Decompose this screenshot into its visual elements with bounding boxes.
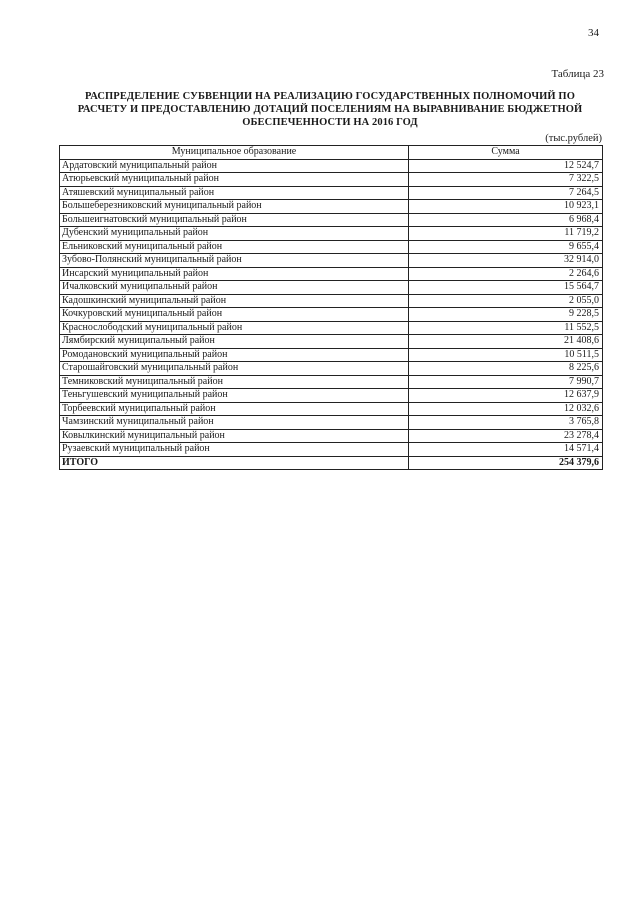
municipality-name: Ковылкинский муниципальный район: [60, 429, 409, 443]
subsidy-sum: 7 264,5: [409, 186, 603, 200]
municipality-name: Темниковский муниципальный район: [60, 375, 409, 389]
title-line-3: ОБЕСПЕЧЕННОСТИ НА 2016 ГОД: [242, 117, 418, 128]
table-row: [60, 429, 603, 443]
table-row: [60, 186, 603, 200]
subsidy-sum: 10 923,1: [409, 200, 603, 214]
subsidy-sum: 11 552,5: [409, 321, 603, 335]
table-row: [60, 416, 603, 430]
municipality-name: Ромодановский муниципальный район: [60, 348, 409, 362]
subsidy-sum: 3 765,8: [409, 416, 603, 430]
subsidy-sum: 11 719,2: [409, 227, 603, 241]
table-row: [60, 335, 603, 349]
subsidy-sum: 15 564,7: [409, 281, 603, 295]
table-row: [60, 281, 603, 295]
title-line-2: РАСЧЕТУ И ПРЕДОСТАВЛЕНИЮ ДОТАЦИЙ ПОСЕЛЕНИЯМ НА ВЫРАВНИВАНИЕ БЮДЖЕТНОЙ: [77, 104, 583, 115]
table-row: [60, 159, 603, 173]
subsidy-sum: 21 408,6: [409, 335, 603, 349]
table-header-row: [60, 146, 603, 160]
municipality-name: Рузаевский муниципальный район: [60, 443, 409, 457]
subsidy-sum: 32 914,0: [409, 254, 603, 268]
subsidy-sum: 10 511,5: [409, 348, 603, 362]
table-row: [60, 267, 603, 281]
subsidy-sum: 6 968,4: [409, 213, 603, 227]
municipality-name: Ичалковский муниципальный район: [60, 281, 409, 295]
municipality-name: Дубенский муниципальный район: [60, 227, 409, 241]
table-row: [60, 389, 603, 403]
municipality-name: Зубово-Полянский муниципальный район: [60, 254, 409, 268]
municipality-name: Большеигнатовский муниципальный район: [60, 213, 409, 227]
subsidy-sum: 9 228,5: [409, 308, 603, 322]
municipality-name: Атяшевский муниципальный район: [60, 186, 409, 200]
subsidy-sum: 2 055,0: [409, 294, 603, 308]
table-row: [60, 173, 603, 187]
municipality-name: Торбеевский муниципальный район: [60, 402, 409, 416]
municipality-name: Кочкуровский муниципальный район: [60, 308, 409, 322]
table-row: [60, 240, 603, 254]
municipality-name: Атюрьевский муниципальный район: [60, 173, 409, 187]
municipality-name: Теньгушевский муниципальный район: [60, 389, 409, 403]
table-row: [60, 254, 603, 268]
units-label: (тыс.рублей): [545, 133, 602, 144]
subsidy-sum: 12 524,7: [409, 159, 603, 173]
municipality-name: Краснослободский муниципальный район: [60, 321, 409, 335]
table-row: [60, 227, 603, 241]
subsidy-sum: 7 990,7: [409, 375, 603, 389]
header-sum: Сумма: [409, 146, 603, 160]
page-number: 34: [588, 27, 599, 39]
total-row: [60, 456, 603, 470]
table-row: [60, 321, 603, 335]
subsidy-sum: 14 571,4: [409, 443, 603, 457]
table-row: [60, 443, 603, 457]
table-row: [60, 294, 603, 308]
title-line-1: РАСПРЕДЕЛЕНИЕ СУБВЕНЦИИ НА РЕАЛИЗАЦИЮ ГОСУДАРСТВЕННЫХ ПОЛНОМОЧИЙ ПО: [85, 91, 575, 102]
table-body: [60, 159, 603, 470]
municipality-name: Ельниковский муниципальный район: [60, 240, 409, 254]
municipality-name: Ардатовский муниципальный район: [60, 159, 409, 173]
table-row: [60, 348, 603, 362]
subsidy-sum: 12 637,9: [409, 389, 603, 403]
document-title: [60, 90, 600, 129]
subsidy-sum: 8 225,6: [409, 362, 603, 376]
table-row: [60, 362, 603, 376]
subsidy-sum: 12 032,6: [409, 402, 603, 416]
municipality-name: Лямбирский муниципальный район: [60, 335, 409, 349]
municipality-name: Большеберезниковский муниципальный район: [60, 200, 409, 214]
subsidy-sum: 23 278,4: [409, 429, 603, 443]
table-label: Таблица 23: [551, 68, 604, 80]
subsidy-table: [59, 145, 603, 470]
header-municipality: Муниципальное образование: [60, 146, 409, 160]
total-label: ИТОГО: [60, 456, 409, 470]
subsidy-sum: 7 322,5: [409, 173, 603, 187]
municipality-name: Чамзинский муниципальный район: [60, 416, 409, 430]
subsidy-sum: 2 264,6: [409, 267, 603, 281]
municipality-name: Старошайговский муниципальный район: [60, 362, 409, 376]
table-row: [60, 213, 603, 227]
table-row: [60, 402, 603, 416]
municipality-name: Кадошкинский муниципальный район: [60, 294, 409, 308]
subsidy-sum: 9 655,4: [409, 240, 603, 254]
table-row: [60, 375, 603, 389]
municipality-name: Инсарский муниципальный район: [60, 267, 409, 281]
table-row: [60, 200, 603, 214]
total-sum: 254 379,6: [409, 456, 603, 470]
table-row: [60, 308, 603, 322]
